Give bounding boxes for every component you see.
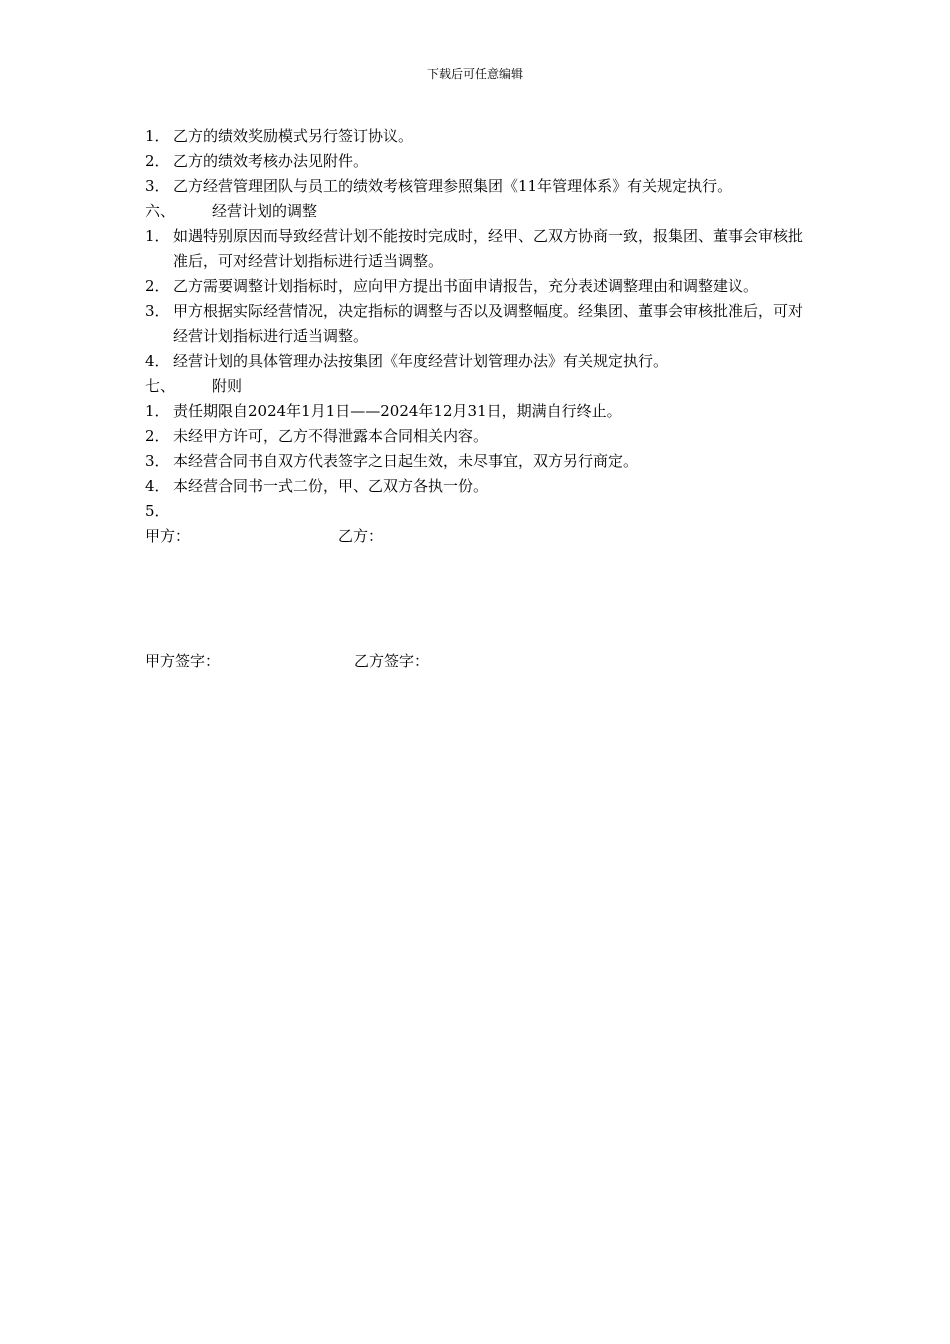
party-row [145,524,807,549]
list-text: 乙方经营管理团队与员工的绩效考核管理参照集团《11年管理体系》有关规定执行。 [173,177,733,195]
list-text: 乙方的绩效考核办法见附件。 [173,152,369,170]
party-a-signature-label: 甲方签字： [145,652,221,670]
list-item [145,224,807,274]
list-text: 本经营合同书自双方代表签字之日起生效，未尽事宜，双方另行商定。 [173,452,639,470]
list-text: 经营计划的具体管理办法按集团《年度经营计划管理办法》有关规定执行。 [173,352,669,370]
list-number: 3． [145,302,170,320]
list-number: 2． [145,152,170,170]
list-item [145,474,807,499]
list-number: 3． [145,177,170,195]
list-number: 5． [145,502,170,520]
list-item [145,174,807,199]
list-text: 如遇特别原因而导致经营计划不能按时完成时，经甲、乙双方协商一致，报集团、董事会审核批准后，可对经营计划指标进行适当调整。 [173,227,804,270]
document-body [145,124,807,674]
list-number: 2． [145,277,170,295]
list-number: 3． [145,452,170,470]
list-number: 1． [145,402,170,420]
list-text: 甲方根据实际经营情况，决定指标的调整与否以及调整幅度。经集团、董事会审核批准后，可对经营计划指标进行适当调整。 [173,302,804,345]
section-heading-6 [145,199,807,224]
list-text: 未经甲方许可，乙方不得泄露本合同相关内容。 [173,427,489,445]
list-text: 乙方的绩效奖励模式另行签订协议。 [173,127,414,145]
list-number: 2． [145,427,170,445]
section-number: 七、 [145,377,176,395]
spacer [145,549,807,649]
party-b-label: 乙方： [338,527,384,545]
list-item [145,349,807,374]
list-number: 1． [145,127,170,145]
list-item [145,449,807,474]
spacer [145,499,807,524]
section-number: 六、 [145,202,176,220]
section-title: 经营计划的调整 [212,202,318,220]
party-b-signature-label: 乙方签字： [354,652,430,670]
signature-row [145,649,807,674]
list-item [145,399,807,424]
list-text: 乙方需要调整计划指标时，应向甲方提出书面申请报告，充分表述调整理由和调整建议。 [173,277,759,295]
list-item [145,274,807,299]
section-title: 附则 [212,377,243,395]
party-a-label: 甲方： [145,527,191,545]
list-number: 4． [145,477,170,495]
page-header: 下载后可任意编辑 [426,67,523,81]
list-item [145,424,807,449]
list-text: 责任期限自2024年1月1日——2024年12月31日，期满自行终止。 [173,402,622,420]
list-number: 4． [145,352,170,370]
section-heading-7 [145,374,807,399]
list-number: 1． [145,227,170,245]
list-item [145,299,807,349]
list-item [145,124,807,149]
list-item [145,149,807,174]
list-text: 本经营合同书一式二份，甲、乙双方各执一份。 [173,477,489,495]
